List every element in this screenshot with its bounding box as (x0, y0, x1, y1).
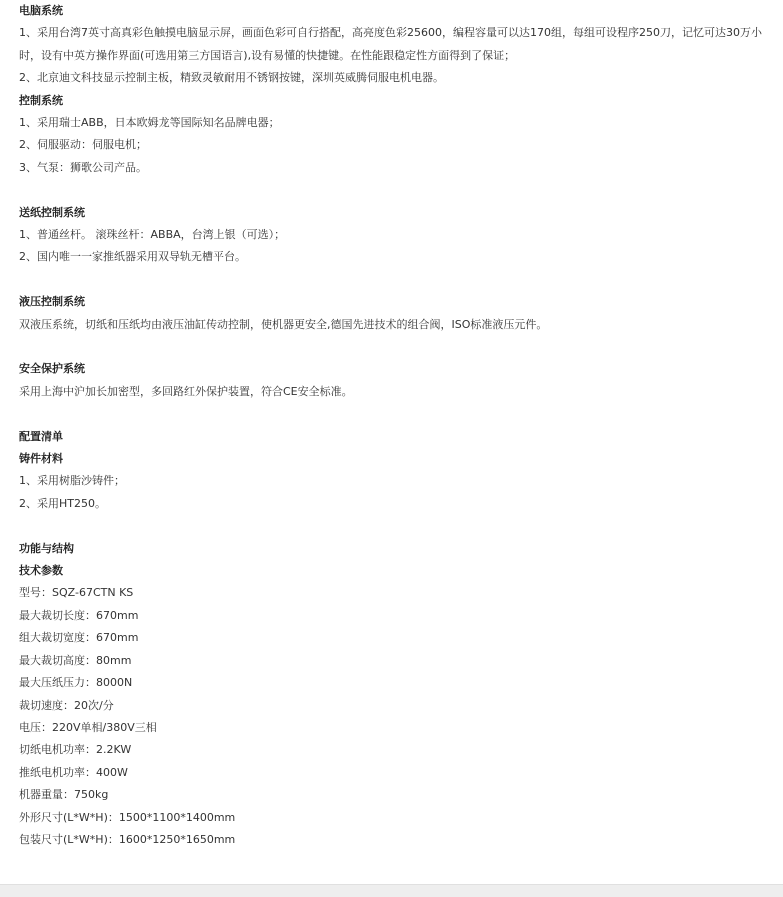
feed-line-1: 1、普通丝杆。 滚珠丝杆：ABBA，台湾上银（可选）； (19, 228, 286, 242)
section-heading-computer: 电脑系统 (19, 4, 63, 17)
computer-line-1: 1、采用台湾7英寸高真彩色触摸电脑显示屏，画面色彩可自行搭配，高亮度色彩25600，编程容量可以达170组，每组可设程序250刀，记忆可达30万小时，设有中英方操作界面(可选用第三方国语言),设有易懂的快捷键。在性能跟稳定性方面得到了保证； (19, 26, 762, 62)
config-line-1: 1、采用树脂沙铸件； (19, 474, 125, 488)
section-heading-function: 功能与结构 (19, 541, 74, 555)
control-line-1: 1、采用瑞士ABB，日本欧姆龙等国际知名品牌电器； (19, 116, 280, 130)
config-line-2: 2、采用HT250。 (19, 496, 106, 510)
feed-line-2: 2、国内唯一一家推纸器采用双导轨无槽平台。 (19, 250, 246, 264)
section-heading-config: 配置清单 (19, 429, 63, 443)
spec-item: 外形尺寸(L*W*H)：1500*1100*1400mm (19, 810, 236, 824)
section-heading-casting: 铸件材料 (19, 452, 63, 466)
spec-item: 最大裁切高度：80mm (19, 653, 132, 667)
spec-item: 电压：220V单相/380V三相 (19, 720, 157, 734)
safety-line-1: 采用上海中沪加长加密型，多回路红外保护装置，符合CE安全标准。 (19, 384, 353, 398)
control-line-2: 2、伺服驱动：伺服电机； (19, 138, 147, 152)
section-heading-safety: 安全保护系统 (19, 362, 85, 376)
spacer (19, 269, 771, 291)
section-heading-feed: 送纸控制系统 (19, 205, 85, 219)
hydraulic-line-1: 双液压系统，切纸和压纸均由液压油缸传动控制，使机器更安全,德国先进技术的组合阀，ISO标准液压元件。 (19, 317, 548, 331)
spec-item: 切纸电机功率：2.2KW (19, 743, 132, 757)
spec-item: 裁切速度：20次/分 (19, 698, 114, 712)
spec-item: 机器重量：750kg (19, 788, 109, 802)
computer-line-2: 2、北京迪文科技显示控制主板，精致灵敏耐用不锈钢按键，深圳英威腾伺服电机电器。 (19, 71, 444, 85)
control-line-3: 3、气泵：狮歌公司产品。 (19, 160, 147, 174)
section-heading-params: 技术参数 (19, 564, 63, 578)
section-heading-control: 控制系统 (19, 93, 63, 107)
spec-item: 推纸电机功率：400W (19, 765, 128, 779)
product-description (19, 0, 771, 851)
spec-item: 型号：SQZ-67CTN KS (19, 586, 134, 600)
spacer (19, 403, 771, 425)
spec-item: 组大裁切宽度：670mm (19, 631, 139, 645)
spec-item: 最大压纸压力：8000N (19, 676, 133, 690)
section-heading-hydraulic: 液压控制系统 (19, 295, 85, 309)
spec-item: 最大裁切长度：670mm (19, 608, 139, 622)
spacer (19, 336, 771, 358)
page-footer-divider (0, 884, 783, 897)
spec-item: 包装尺寸(L*W*H)：1600*1250*1650mm (19, 832, 236, 846)
spacer (19, 515, 771, 537)
spacer (19, 179, 771, 201)
